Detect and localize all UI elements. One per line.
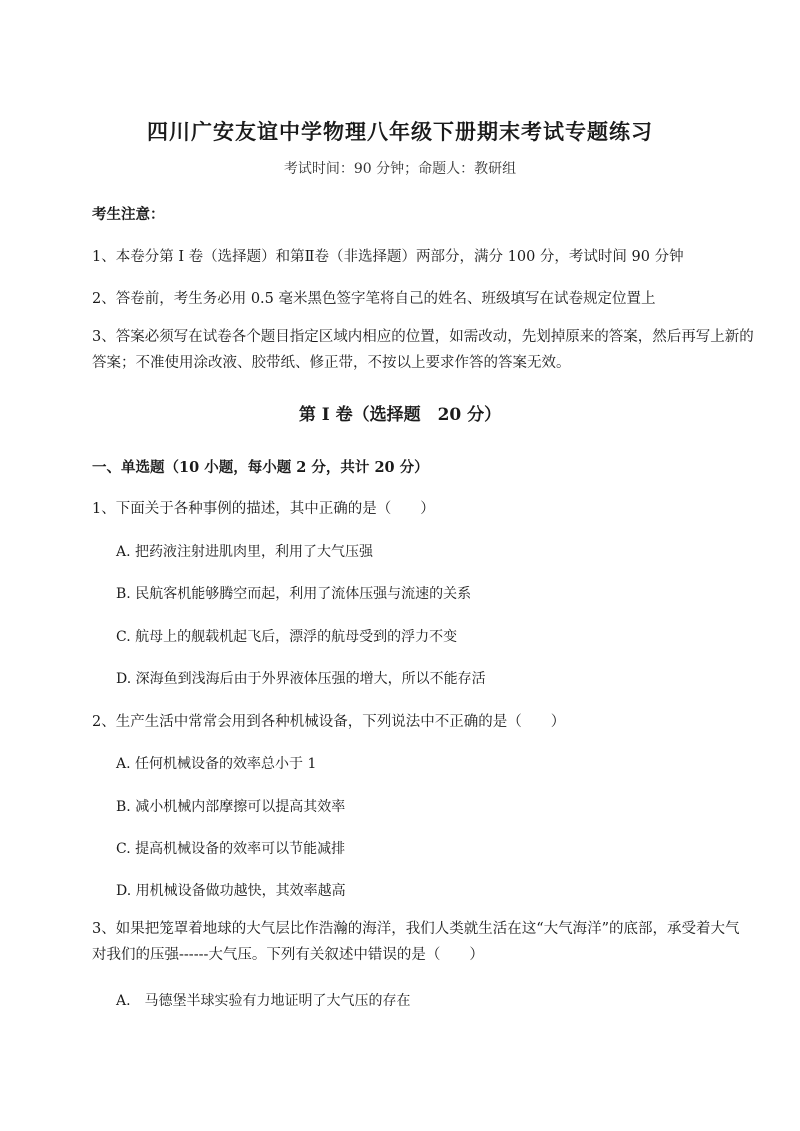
part-heading: 一、单选题（10 小题，每小题 2 分，共计 20 分） bbox=[92, 459, 429, 476]
question-2-option-b: B. 减小机械内部摩擦可以提高其效率 bbox=[116, 799, 346, 815]
section-title: 第 I 卷（选择题 20 分） bbox=[298, 405, 502, 425]
question-2-option-c: C. 提高机械设备的效率可以节能减排 bbox=[116, 841, 346, 857]
question-1-option-a: A. 把药液注射进肌肉里，利用了大气压强 bbox=[116, 544, 374, 560]
notice-item-3: 3、答案必须写在试卷各个题目指定区域内相应的位置，如需改动，先划掉原来的答案，然后再写上新的答案；不准使用涂改液、胶带纸、修正带，不按以上要求作答的答案无效。 bbox=[92, 329, 754, 371]
question-1-option-d: D. 深海鱼到浅海后由于外界液体压强的增大，所以不能存活 bbox=[116, 671, 486, 687]
exam-info: 考试时间：90 分钟；命题人：教研组 bbox=[283, 161, 517, 177]
notice-item-2: 2、答卷前，考生务必用 0.5 毫米黑色签字笔将自己的姓名、班级填写在试卷规定位置上 bbox=[92, 291, 656, 307]
page-title: 四川广安友谊中学物理八年级下册期末考试专题练习 bbox=[147, 119, 653, 144]
question-1-option-b: B. 民航客机能够腾空而起，利用了流体压强与流速的关系 bbox=[116, 586, 472, 602]
question-1-option-c: C. 航母上的舰载机起飞后，漂浮的航母受到的浮力不变 bbox=[116, 629, 458, 645]
question-3-option-a: A. 马德堡半球实验有力地证明了大气压的存在 bbox=[116, 993, 411, 1009]
question-1-stem: 1、下面关于各种事例的描述，其中正确的是（ ） bbox=[92, 501, 435, 517]
question-2-stem: 2、生产生活中常常会用到各种机械设备，下列说法中不正确的是（ ） bbox=[92, 714, 566, 730]
question-2-option-d: D. 用机械设备做功越快，其效率越高 bbox=[116, 883, 346, 899]
notice-heading: 考生注意： bbox=[92, 206, 165, 223]
question-3-stem: 3、如果把笼罩着地球的大气层比作浩瀚的海洋，我们人类就生活在这“大气海洋”的底部，承受着大气对我们的压强------大气压。下列有关叙述中错误的是（ ） bbox=[92, 921, 740, 963]
notice-item-1: 1、本卷分第 I 卷（选择题）和第Ⅱ卷（非选择题）两部分，满分 100 分，考试时间 90 分钟 bbox=[92, 249, 684, 265]
question-2-option-a: A. 任何机械设备的效率总小于 1 bbox=[116, 756, 317, 772]
